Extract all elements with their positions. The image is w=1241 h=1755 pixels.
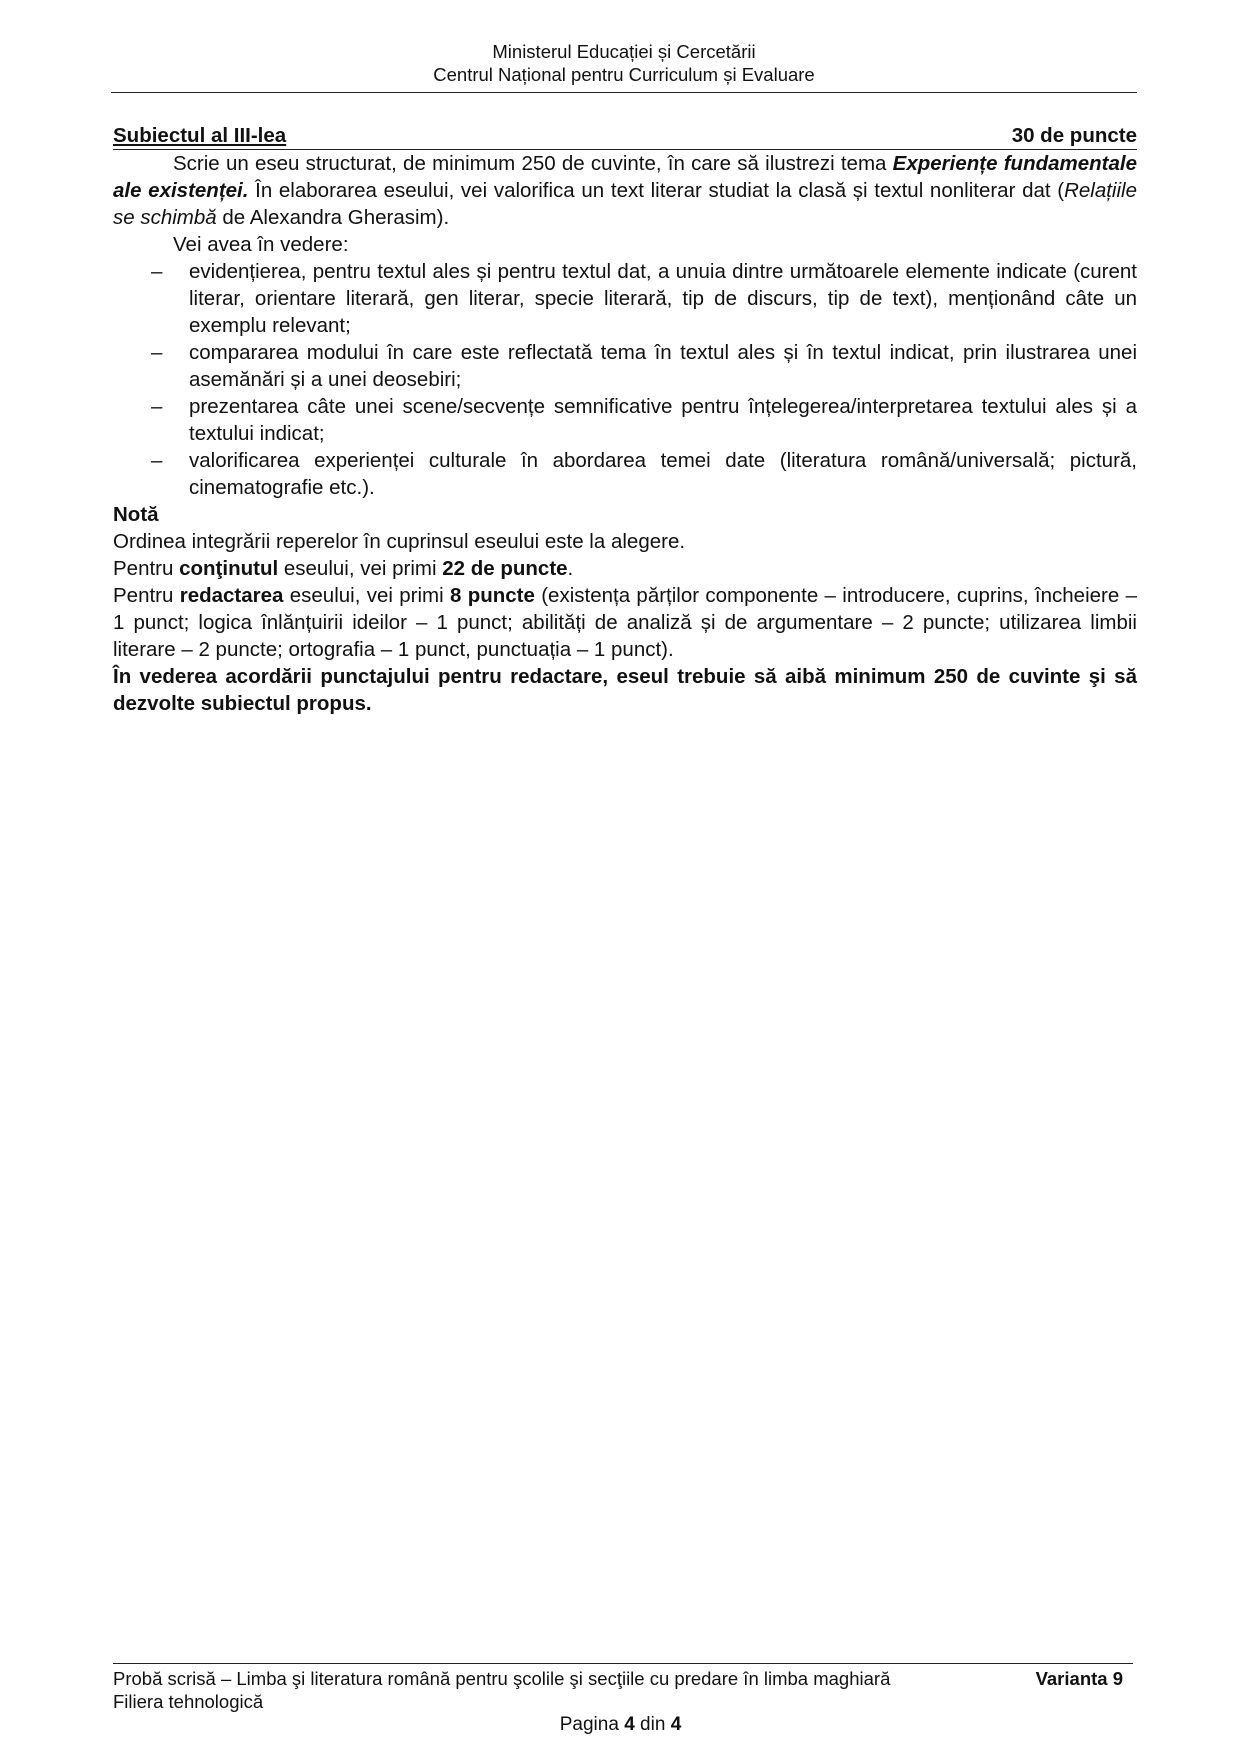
requirement-text: valorificarea experienței culturale în abordarea temei date (literatura română/universală; pictură, cinematografie etc.).	[189, 449, 1137, 499]
variant-label: Varianta 9	[1035, 1668, 1123, 1689]
dash-bullet: –	[151, 260, 163, 283]
text-fragment: Pentru	[113, 557, 180, 580]
prompt-text-2: În elaborarea eseului, vei valorifica un text literar studiat la clasă și textul nonliterar dat (	[248, 179, 1065, 202]
requirement-text: evidențierea, pentru textul ales și pentru textul dat, a unuia dintre următoarele elemente indicate (curent literar, orientare literară, gen literar, specie literară, tip de discurs, tip de text), menționând câte un exemplu relevant;	[189, 260, 1137, 337]
note-order: Ordinea integrării reperelor în cuprinsul eseului este la alegere.	[113, 530, 686, 553]
page-total: 4	[670, 1714, 682, 1735]
list-item	[113, 393, 1137, 447]
list-item	[113, 447, 1137, 501]
page-header	[111, 40, 1137, 86]
text-fragment: .	[567, 557, 574, 580]
page-current: 4	[624, 1714, 635, 1735]
text-fragment: (existența părților componente – introducere, cuprins, încheiere – 1 punct; logica înlănțuirii ideilor – 1 punct; abilități de analiză și de argumentare – 2 puncte; utilizarea limbii literare – 2 puncte; ortografia – 1 punct, punctuația – 1 punct).	[113, 584, 1137, 661]
footer-exam-line	[113, 1667, 1123, 1690]
text-fragment: Pentru	[113, 584, 180, 607]
dash-bullet: –	[151, 449, 163, 472]
prompt-text-3: de Alexandra Gherasim).	[216, 206, 450, 229]
dash-bullet: –	[151, 395, 163, 418]
page-number	[0, 1713, 1241, 1736]
note-final: În vederea acordării punctajului pentru redactare, eseul trebuie să aibă minimum 250 de cuvinte şi să dezvolte subiectul propus.	[113, 665, 1137, 715]
content-points-value: 22 de puncte	[442, 557, 568, 580]
dash-bullet: –	[151, 341, 163, 364]
list-item	[113, 339, 1137, 393]
redaction-keyword: redactarea	[179, 584, 284, 607]
essay-prompt	[113, 150, 1137, 231]
requirements-lead: Vei avea în vedere:	[173, 233, 349, 256]
prompt-text-1: Scrie un eseu structurat, de minimum 250 de cuvinte, în care să ilustrezi tema	[173, 152, 893, 175]
text-fragment: eseului, vei primi	[278, 557, 443, 580]
ministry-name: Ministerul Educației și Cercetării	[492, 41, 756, 62]
center-name: Centrul Național pentru Curriculum și Evaluare	[433, 64, 815, 85]
note-title: Notă	[113, 503, 159, 526]
exam-content	[113, 123, 1137, 717]
footer-divider	[113, 1663, 1133, 1664]
subject-points: 30 de puncte	[1011, 124, 1137, 147]
essay-theme: Experiențe fundamentale ale existenței.	[113, 152, 1137, 202]
track-label: Filiera tehnologică	[113, 1691, 264, 1712]
header-divider	[111, 92, 1137, 93]
redaction-points-value: 8 puncte	[449, 584, 535, 607]
subject-heading	[113, 123, 1137, 150]
note-content-points	[113, 555, 1137, 582]
given-text-title: Relațiile se schimbă	[113, 179, 1137, 229]
requirement-text: compararea modului în care este reflectată tema în textul ales și în textul indicat, prin ilustrarea unei asemănări și a unei deosebiri;	[189, 341, 1137, 391]
note-redaction-points	[113, 582, 1137, 663]
text-fragment: eseului, vei primi	[283, 584, 450, 607]
requirement-text: prezentarea câte unei scene/secvențe semnificative pentru înțelegerea/interpretarea textului ales și a textului indicat;	[189, 395, 1137, 445]
subject-title: Subiectul al III-lea	[113, 124, 287, 147]
page-label: Pagina	[559, 1714, 625, 1735]
content-keyword: conţinutul	[179, 557, 279, 580]
list-item	[113, 258, 1137, 339]
page-footer	[113, 1667, 1123, 1713]
exam-name: Probă scrisă – Limba şi literatura română pentru şcolile şi secţiile cu predare în limba maghiară	[113, 1668, 891, 1689]
requirements-list	[113, 258, 1137, 501]
page-of: din	[634, 1714, 671, 1735]
